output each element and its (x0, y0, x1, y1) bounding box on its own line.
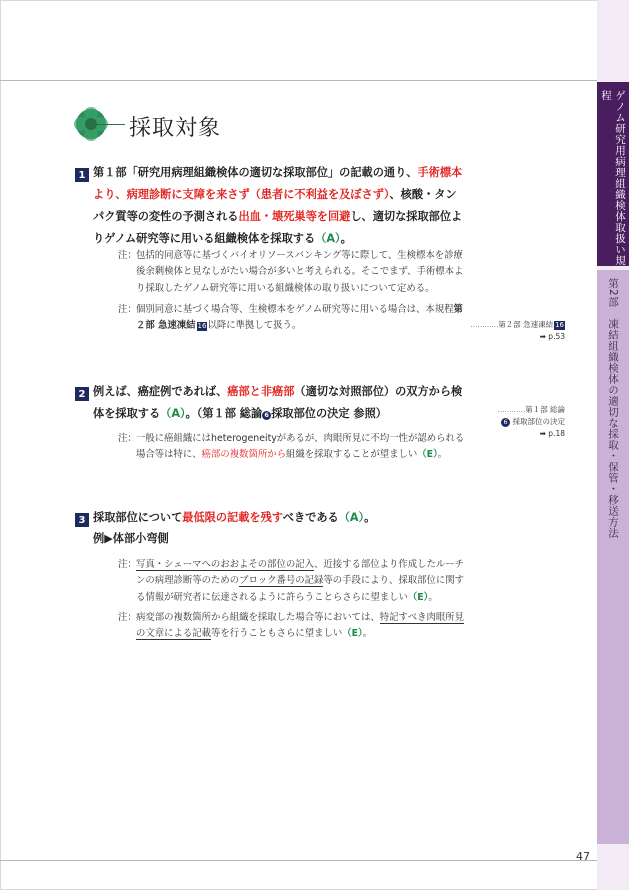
footer-rule (0, 860, 597, 861)
sidebar-tab-regulation-label: ゲノム研究用病理組織検体取扱い規程 (600, 90, 626, 266)
item-2-text: 例えば、癌症例であれば、癌部と非癌部（適切な対照部位）の双方から検体を採取する（A）。（第１部 総論 6 採取部位の決定 参照） (93, 385, 463, 420)
page-link-2[interactable]: ➡ p.18 (539, 429, 565, 438)
sidebar-tab-part2-label: 第2部 凍結組織検体の適切な採取・保管・移送方法 (607, 278, 619, 539)
item-1-note-1: 注： 包括的同意等に基づくバイオリソースバンキング等に際して、生検標本を診療後余剰検体と見なしがたい場合が多いと考えられる。そこでまず、手術標本より採取したゲノム研究等に用いる組織検体の取り扱いについて定める。 (118, 250, 464, 294)
title-connector-line (92, 124, 125, 125)
cross-ref-2[interactable]: …………第１部 総論 6 採取部位の決定 ➡ p.18 (497, 405, 565, 438)
page-link-1[interactable]: ➡ p.53 (539, 332, 565, 341)
item-3-note-2: 注： 病変部の複数箇所から組織を採取した場合等においては、特記すべき肉眼所見の文章による記載等を行うこともさらに望ましい（E）。 (118, 612, 464, 640)
sidebar-tab-regulation[interactable] (597, 82, 629, 266)
item-1-note-2: 注： 個別同意に基づく場合等、生検標本をゲノム研究等に用いる場合は、本規程第２部 急速凍結 16以降に準拠して扱う。 (118, 304, 463, 332)
chapter-sidebar (597, 0, 629, 890)
item-3-example: 例▶体部小弯側 (93, 532, 169, 545)
item-2-note: 注： 一般に癌組織にはheterogeneityがあるが、肉眼所見に不均一性が認められる場合等は特に、癌部の複数箇所から組織を採取することが望ましい（E）。 (118, 433, 465, 461)
item-3-note-1: 注： 写真・シェーマへのおおよその部位の記入、近接する部位より作成したルーチンの病理診断等のためのブロック番号の記録等の手段により、採取部位に関する情報が研究者に伝達されるように許らうことらさらに望ましい（E）。 (118, 559, 464, 603)
sidebar-tab-part2[interactable] (597, 270, 629, 844)
page-title: 採取対象 (129, 116, 222, 141)
item-number-1: 1 (75, 168, 89, 182)
header-rule (0, 80, 597, 81)
item-number-3: 3 (75, 513, 89, 527)
item-1-text: 第１部「研究用病理組織検体の適切な採取部位」の記載の通り、手術標本より、病理診断に支障を来さず（患者に不利益を及ぼさず）、核酸・タンパク質等の変性の予測される出血・壊死巣等を回避し、適切な採取部位よりゲノム研究等に用いる組織検体を採取する（A）。 (93, 166, 463, 245)
page-number: 47 (576, 850, 590, 863)
item-3-text: 採取部位について最低限の記載を残すべきである（A）。 (93, 511, 376, 524)
item-number-2: 2 (75, 387, 89, 401)
cross-ref-1[interactable]: …………第２部 急速凍結 16 ➡ p.53 (470, 320, 565, 341)
